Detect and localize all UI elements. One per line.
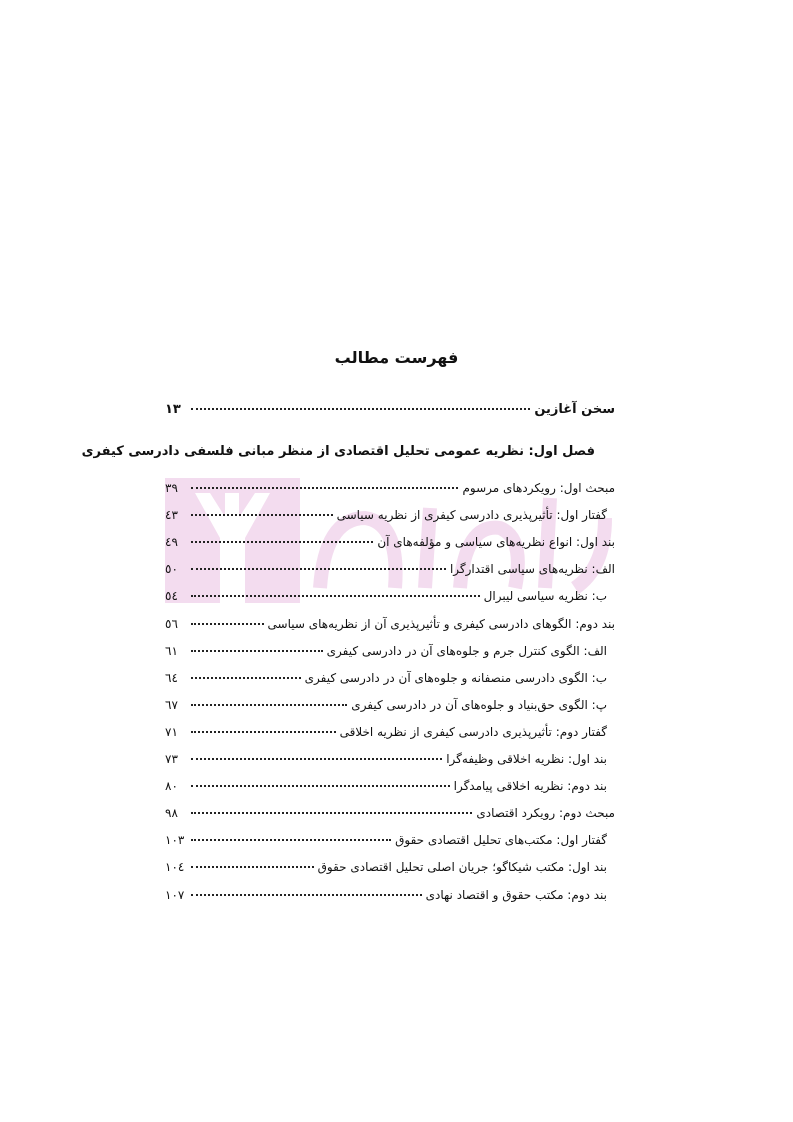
- dot-leader: [191, 677, 301, 679]
- toc-entry-page: ٦٤: [165, 670, 178, 685]
- dot-leader: [191, 541, 373, 543]
- toc-entry-label: بند دوم: نظریه اخلاقی پیامدگرا: [453, 779, 607, 794]
- dot-leader: [191, 758, 442, 760]
- toc-entry-page: ٩٨: [165, 806, 178, 821]
- toc-entry-label: بند دوم: مکتب حقوق و اقتصاد نهادی: [425, 887, 607, 902]
- toc-entry-page: ٨٠: [165, 779, 178, 794]
- toc-entry-label: گفتار اول: تأثیرپذیری دادرسی کیفری از نظریه سیاسی: [336, 508, 607, 523]
- dot-leader: [191, 731, 336, 733]
- toc-entry-label: الف: الگوی کنترل جرم و جلوه‌های آن در دادرسی کیفری: [326, 643, 607, 658]
- toc-entry[interactable]: [165, 535, 615, 555]
- toc-entry[interactable]: [165, 508, 607, 528]
- toc-entry-page: ٥٤: [165, 589, 178, 604]
- dot-leader: [191, 866, 314, 868]
- toc-entry-page: ١٠٣: [165, 833, 185, 848]
- toc-entry-label: بند دوم: الگوهای دادرسی کیفری و تأثیرپذیری آن از نظریه‌های سیاسی: [267, 616, 615, 631]
- toc-entry[interactable]: [165, 481, 615, 501]
- toc-entry-intro[interactable]: [165, 402, 615, 422]
- toc-entry-page: ١٠٧: [165, 887, 185, 902]
- toc-entry[interactable]: [165, 833, 607, 853]
- toc-entry-label: مبحث اول: رویکردهای مرسوم: [462, 481, 615, 495]
- dot-leader: [191, 704, 347, 706]
- toc-entry[interactable]: [165, 725, 607, 745]
- toc-entry-label: الف: نظریه‌های سیاسی اقتدارگرا: [449, 562, 615, 577]
- page-title: فهرست مطالب: [334, 348, 459, 367]
- dot-leader: [191, 623, 264, 625]
- toc-entry[interactable]: [165, 779, 607, 799]
- dot-leader: [191, 839, 391, 841]
- dot-leader: [191, 568, 446, 570]
- toc-entry-label: بند اول: مکتب شیکاگو؛ جریان اصلی تحلیل اقتصادی حقوق: [317, 860, 607, 875]
- toc-entry[interactable]: [165, 752, 607, 772]
- dot-leader: [191, 650, 323, 652]
- toc-entry[interactable]: [165, 860, 607, 880]
- toc-entry[interactable]: [165, 806, 615, 826]
- toc-entry-page: ١٣: [165, 402, 181, 417]
- toc-entry-label: ب: الگوی دادرسی منصفانه و جلوه‌های آن در دادرسی کیفری: [304, 670, 607, 685]
- toc-entry-page: ٦١: [165, 643, 178, 658]
- dot-leader: [191, 487, 458, 489]
- dot-leader: [191, 595, 480, 597]
- dot-leader: [191, 514, 333, 516]
- dot-leader: [191, 785, 450, 787]
- toc-entry-page: ٥٠: [165, 562, 178, 577]
- toc-entry-label: سخن آغازین: [534, 402, 615, 417]
- toc-entry-page: ٧٣: [165, 752, 178, 766]
- toc-entry-page: ٤٩: [165, 535, 178, 550]
- toc-entry[interactable]: [165, 562, 615, 582]
- toc-entry-label: گفتار دوم: تأثیرپذیری دادرسی کیفری از نظریه اخلاقی: [339, 724, 607, 739]
- dot-leader: [191, 408, 530, 410]
- toc-entry-label: گفتار اول: مکتب‌های تحلیل اقتصادی حقوق: [395, 833, 607, 848]
- toc-entry[interactable]: [165, 589, 607, 609]
- toc-entry-page: ٦٧: [165, 697, 178, 712]
- toc-entry-label: بند اول: نظریه اخلاقی وظیفه‌گرا: [446, 752, 607, 766]
- toc-entry-page: ٥٦: [165, 616, 178, 631]
- toc-entry-label: ب: نظریه سیاسی لیبرال: [483, 589, 607, 604]
- toc-entry[interactable]: [165, 617, 615, 637]
- toc-entry[interactable]: [165, 888, 607, 908]
- toc-entry-label: بند اول: انواع نظریه‌های سیاسی و مؤلفه‌های آن: [377, 535, 615, 550]
- toc-entry-page: ٣٩: [165, 481, 178, 495]
- toc-entry-label: مبحث دوم: رویکرد اقتصادی: [476, 806, 615, 821]
- toc-entry[interactable]: [165, 644, 607, 664]
- dot-leader: [191, 894, 422, 896]
- toc-entry[interactable]: [165, 698, 607, 718]
- toc-entry-page: ٧١: [165, 724, 178, 739]
- toc-entry-label: پ: الگوی حق‌بنیاد و جلوه‌های آن در دادرسی کیفری: [351, 697, 607, 712]
- dot-leader: [191, 812, 472, 814]
- chapter-heading: فصل اول: نظریه عمومی تحلیل اقتصادی از منظر مبانی فلسفی دادرسی کیفری: [81, 444, 595, 459]
- toc-entry-page: ١٠٤: [165, 860, 185, 875]
- toc-entry-page: ٤٣: [165, 508, 178, 523]
- toc-entry[interactable]: [165, 671, 607, 691]
